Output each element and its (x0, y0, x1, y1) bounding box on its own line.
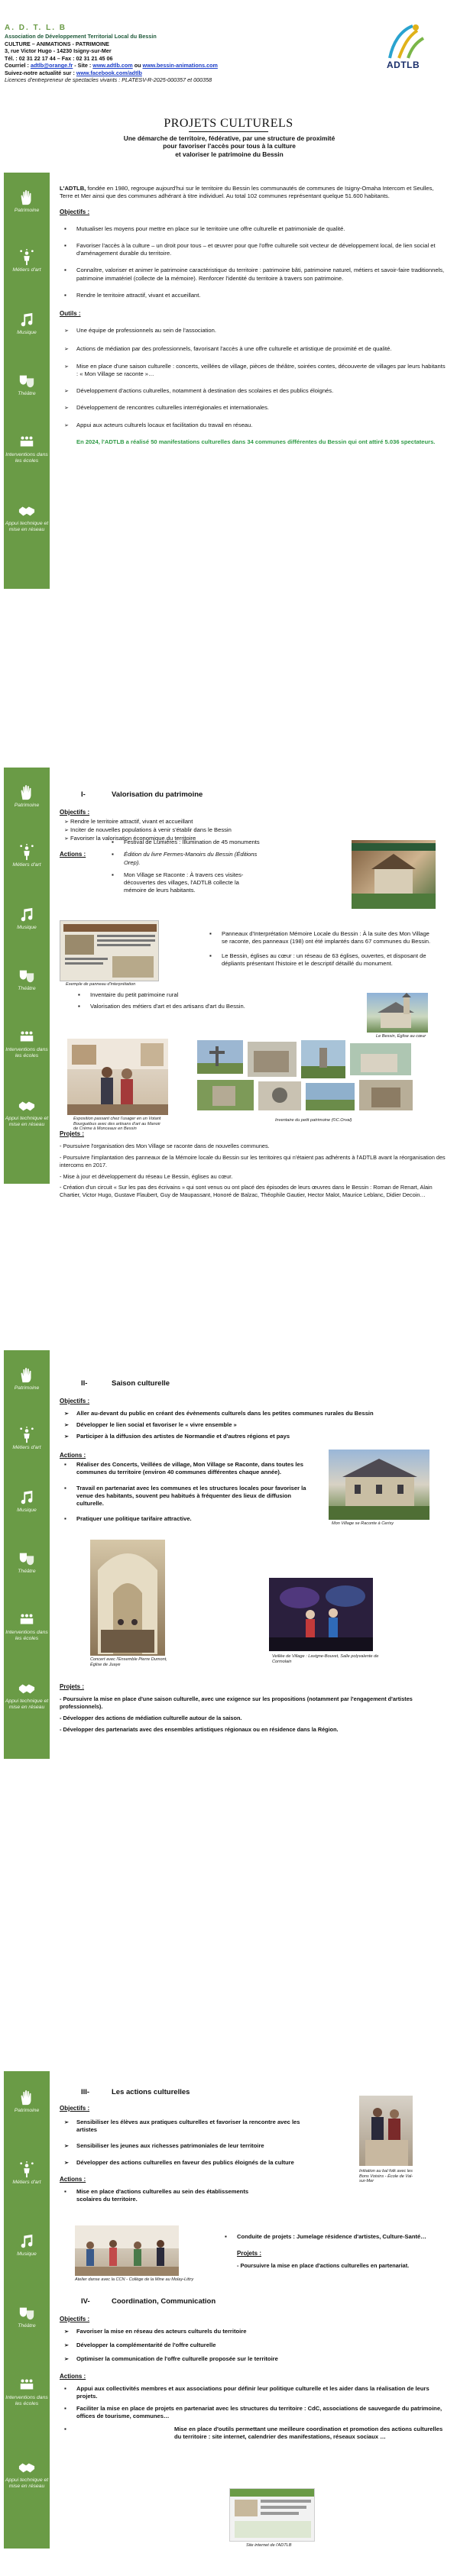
list-item: ▪ Mon Village se Raconte : À travers ces visites-découvertes des villages, l'ADTLB collecte la mémoire de leurs habitants. (107, 871, 260, 895)
sidebar-label: Théâtre (18, 986, 36, 991)
list-item: ▪ Appui aux collectivités membres et aux associations pour définir leur politique culturelle et les aider dans la réalisation de leurs projets. (60, 2385, 446, 2401)
veillee-image (269, 1578, 373, 1651)
juggler-icon (18, 1427, 35, 1443)
list-item: ▪ Festival de Lumières : Illumination de 45 monuments (107, 839, 260, 846)
objectifs-list (60, 2119, 312, 2167)
outils-label: Outils : (60, 310, 81, 317)
objectifs-label: Objectifs : (60, 1397, 90, 1404)
sidebar-label: Patrimoine (14, 208, 40, 213)
folk-dance-image (359, 2096, 413, 2166)
list-item: ▪ Favoriser l'accès à la culture – un droit pour tous – et œuvrer pour que l'offre culturelle soit vecteur de développement local, de lien social et d'aménagement durable du territoire. (60, 242, 446, 258)
list-item: ➢ Une équipe de professionnels au sein de l'association. (60, 327, 446, 335)
projet-item: - Poursuivre l'implantation des panneaux de la Mémoire locale du Bessin sur les territoires qui n'étaient pas adhérents à l'ADTLB avant la réorganisation des intercoms en 2017. (60, 1153, 446, 1168)
juggler-icon (18, 249, 35, 266)
sidebar-item-patrimoine (4, 1367, 50, 1391)
section-title-text: Les actions culturelles (112, 2088, 190, 2096)
projets-patrimoine (60, 1130, 446, 1203)
sidebar-item-appui (4, 2459, 50, 2490)
actions-list-bottom (73, 991, 303, 1017)
sidebar-block (4, 2071, 50, 2549)
intro-bold: L'ADTLB, (60, 185, 86, 192)
list-item: ➢ Inciter de nouvelles populations à venir s'établir dans le Bessin (60, 826, 446, 834)
org-name: A. D. T. L. B (5, 24, 66, 32)
sidebar-label: Métiers d'art (12, 862, 41, 868)
sidebar-item-musique (4, 312, 50, 336)
folk-caption: Initiation au bal folk avec les Bons Voisins - École de Val-sur-Mer (359, 2169, 413, 2184)
sidebar-label: Patrimoine (14, 1385, 40, 1391)
sidebar-item-musique (4, 2233, 50, 2258)
section-title (60, 2297, 446, 2306)
intro-text: fondée en 1980, regroupe aujourd'hui sur le territoire du Bessin les communautés de communes de Isigny-Omaha Intercom et Seulles, Terre et Mer ainsi que des communes adhérant à titre individuel. Au total 102 communes représentant quelque 51.600 habitants. (60, 185, 434, 200)
projet-item: - Création d'un circuit « Sur les pas des écrivains » qui sont venus ou ont placé des épisodes de leurs œuvres dans le Bessin : Roman de Renart, Alain Chartier, Victor Hugo, Gustave Flaubert, Guy de Maupassant, Honoré de Balzac, Théophile Gautier, Hector Malot, Maurice Leblanc, Didier Decoin… (60, 1184, 433, 1199)
letterhead-contact (5, 23, 333, 84)
adtlb-logo (382, 23, 429, 73)
sidebar-item-theatre (4, 373, 50, 397)
list-item: ➢ Actions de médiation par des professionnels, favorisant l'accès à une offre culturelle et artistique de proximité et de qualité. (60, 345, 446, 353)
section-number: I- (81, 790, 86, 799)
projet-item: - Mise à jour et développement du réseau Le Bessin, églises au cœur. (60, 1172, 233, 1180)
exhibition-caption: Exposition passant chez l'usager en un Votant Bourguébus avec des artisans d'art au Manoir de Crème à Monceaux en Bessin (73, 1117, 161, 1132)
actions-list (73, 991, 303, 1011)
actions-list (205, 930, 436, 968)
sidebar-label: Musique (17, 2251, 37, 2257)
list-item: ▪ Mise en place d'outils permettant une meilleure coordination et promotion des actions culturelles du territoire : site internet, calendrier des manifestations, réseaux sociaux … (60, 2426, 446, 2442)
website-screenshot-image (229, 2488, 315, 2542)
list-item: ➢ Participer à la diffusion des artistes de Normandie et d'autres régions et pays (60, 1433, 446, 1440)
actions-saison (60, 1461, 313, 1529)
sidebar-label: Interventions dans les écoles (5, 1630, 48, 1641)
org-full-name: Association de Développement Territorial Local du Bessin (5, 33, 157, 40)
list-item: ➢ Développer des actions culturelles en faveur des publics éloignés de la culture (60, 2159, 312, 2167)
list-item: ▪ Panneaux d'Interprétation Mémoire Locale du Bessin : À la suite des Mon Village se raconte, des panneaux (198) ont été implantés dans 67 communes du Bessin. (205, 930, 436, 946)
site-link-1[interactable]: www.adtlb.com (92, 62, 133, 69)
handprint-icon (18, 2090, 35, 2106)
people-icon (18, 2377, 35, 2393)
subtitle-line: Une démarche de territoire, fédérative, par une structure de proximité (123, 134, 335, 142)
title-underline (189, 131, 268, 132)
section-number: II- (81, 1379, 88, 1388)
list-item: ▪ Pratiquer une politique tarifaire attractive. (60, 1515, 313, 1523)
sidebar-item-ecoles (4, 434, 50, 464)
objectifs-list (60, 1410, 446, 1441)
org-tagline: CULTURE – ANIMATIONS - PATRIMOINE (5, 40, 109, 47)
sidebar-item-metiers (4, 2161, 50, 2186)
objectifs-label: Objectifs : (60, 208, 90, 215)
list-item: ➢ Sensibiliser les élèves aux pratiques culturelles et favoriser la rencontre avec les artistes (60, 2119, 312, 2135)
intro-section (60, 185, 446, 446)
people-icon (18, 1611, 35, 1628)
section-number: III- (81, 2088, 90, 2096)
section-title-text: Saison culturelle (112, 1379, 170, 1388)
sidebar-item-theatre (4, 2305, 50, 2329)
sidebar-label: Théâtre (18, 391, 36, 396)
music-notes-icon (18, 1489, 35, 1506)
projet-item: - Développer des partenariats avec des ensembles artistiques régionaux ou en résidence dans la Région. (60, 1725, 339, 1733)
church-caption: Le Bessin, Église au cœur (376, 1034, 426, 1039)
handshake-icon (18, 1680, 35, 1697)
list-item: ➢ Optimiser la communication de l'offre culturelle proposée sur le territoire (60, 2355, 446, 2363)
licence-text: Licences d'entrepreneur de spectacles vivants : PLATESV-R-2025-000357 et 000358 (5, 76, 212, 84)
juggler-icon (18, 844, 35, 861)
sidebar-item-ecoles (4, 2377, 50, 2407)
list-item: ➢ Sensibiliser les jeunes aux richesses patrimoniales de leur territoire (60, 2142, 312, 2150)
objectifs-label: Objectifs : (60, 808, 90, 816)
section-number: IV- (81, 2297, 90, 2306)
people-icon (18, 1029, 35, 1046)
sidebar-item-ecoles (4, 1029, 50, 1059)
actions-list (60, 1461, 313, 1524)
list-item: ▪ Inventaire du petit patrimoine rural (73, 991, 303, 999)
sidebar-block (4, 768, 50, 1184)
sidebar-label: Métiers d'art (12, 267, 41, 273)
sidebar-label: Patrimoine (14, 803, 40, 808)
sidebar-item-musique (4, 1489, 50, 1514)
actions-culturelles-right (220, 2233, 439, 2274)
objectifs-list (60, 2328, 446, 2364)
actions-list (60, 2385, 446, 2442)
list-item: ➢ Appui aux acteurs culturels locaux et facilitation du travail en réseau. (60, 422, 446, 429)
sidebar-label: Théâtre (18, 2323, 36, 2329)
panel-image (60, 921, 159, 981)
exhibition-image (67, 1039, 168, 1115)
list-item: ▪ Travail en partenariat avec les communes et les structures locales pour favoriser la venue des habitants, souvent peu habitués à fréquenter des lieux de diffusion culturelle. (60, 1485, 313, 1508)
handprint-icon (18, 1367, 35, 1384)
org-address: 3, rue Victor Hugo - 14230 Isigny-sur-Mer (5, 47, 112, 55)
list-item: ➢ Aller au-devant du public en créant des évènements culturels dans les petites communes rurales du Bessin (60, 1410, 446, 1417)
sidebar-item-appui (4, 1097, 50, 1128)
list-item: ▪ Réaliser des Concerts, Veillées de village, Mon Village se Raconte, dans toutes les communes du territoire (environ 40 communes différentes chaque année). (60, 1461, 313, 1477)
logo-text: ADTLB (387, 60, 420, 70)
sidebar-label: Interventions dans les écoles (5, 1047, 48, 1059)
projets-label: Projets : (237, 2250, 262, 2258)
list-item: ▪ Connaître, valoriser et animer le patrimoine caractéristique du territoire : patrimoine bâti, patrimoine naturel, métiers et savoir-faire traditionnels, patrimoine immatériel (collecte de la mémoire). Renforcer l'identité du territoire à travers son patrimoine. (60, 267, 446, 283)
section-coordination (60, 2297, 446, 2446)
theatre-masks-icon (18, 1550, 35, 1567)
sidebar-item-metiers (4, 844, 50, 868)
email-link[interactable]: adtlb@orange.fr (30, 62, 73, 69)
sidebar-label: Interventions dans les écoles (5, 2395, 48, 2406)
list-item: ▪ Édition du livre Fermes-Manoirs du Bessin (Éditions Orep). (107, 851, 260, 867)
book-cover-image (352, 840, 436, 909)
sidebar-label: Métiers d'art (12, 1445, 41, 1450)
actions-label: Actions : (60, 850, 86, 858)
intro-paragraph (60, 185, 446, 201)
sidebar-label: Appui technique et mise en réseau (5, 1698, 49, 1710)
music-notes-icon (18, 907, 35, 923)
page-title: PROJETS CULTURELS (164, 117, 293, 130)
inventory-collage (197, 1040, 414, 1113)
stage-performance-image (269, 1578, 373, 1651)
subtitle-line: et valoriser le patrimoine du Bessin (175, 150, 284, 158)
page-subtitle (99, 134, 359, 158)
church-building-image (367, 993, 428, 1033)
section-actions-culturelles (60, 2088, 312, 2209)
atelier-caption: Atelier danse avec la CCN - Collège de la Mine au Molay-Littry (75, 2277, 194, 2282)
objectifs-label: Objectifs : (60, 2315, 90, 2322)
actions-label: Actions : (60, 2372, 86, 2380)
sidebar-label: Appui technique et mise en réseau (5, 2477, 49, 2489)
logo-emblem-icon (382, 23, 429, 61)
list-item: ▪ Valorisation des métiers d'art et des artisans d'art du Bessin. (73, 1003, 303, 1010)
subtitle-line: pour favoriser l'accès pour tous à la culture (163, 142, 296, 150)
inventory-photos-image (197, 1040, 414, 1113)
section-title-text: Coordination, Communication (112, 2297, 216, 2306)
musicians-image (359, 2096, 413, 2166)
handshake-icon (18, 2459, 35, 2476)
people-icon (18, 434, 35, 451)
list-item: ▪ Conduite de projets : Jumelage résidence d'artistes, Culture-Santé… (220, 2233, 439, 2241)
interpretation-panel-image (60, 920, 159, 981)
concert-caption: Concert avec l'Ensemble Pierre Dumont, Église de Juaye (90, 1657, 167, 1667)
list-item: ➢ Mise en place d'une saison culturelle : concerts, veillées de village, pièces de théâtre, soirées contes, découverte de villages par leurs habitants : « Mon Village se raconte »… (60, 363, 446, 379)
theatre-masks-icon (18, 2305, 35, 2322)
projets-label: Projets : (60, 1683, 85, 1690)
projet-item: - Poursuivre l'organisation des Mon Village se raconte dans de nouvelles communes. (60, 1143, 270, 1149)
site-link-2[interactable]: www.bessin-animations.com (142, 62, 218, 69)
list-item: ➢ Favoriser la mise en réseau des acteurs culturels du territoire (60, 2328, 446, 2335)
list-item: ➢ Développement d'actions culturelles, notamment à destination des scolaires et des publics éloignés. (60, 387, 446, 395)
sidebar-item-appui (4, 1680, 50, 1711)
list-item: ➢ Développer la complémentarité de l'offre culturelle (60, 2342, 446, 2349)
section-title (60, 2088, 312, 2097)
section-title (60, 790, 446, 800)
projet-item: - Poursuivre la mise en place d'actions culturelles en partenariat. (237, 2262, 410, 2270)
sidebar-item-ecoles (4, 1611, 50, 1642)
panel-caption: Exemple de panneau d'interprétation (66, 982, 136, 987)
sidebar-label: Appui technique et mise en réseau (5, 1116, 49, 1127)
list-item: ➢ Rendre le territoire attractif, vivant et accueillant (60, 818, 446, 826)
letterhead (0, 23, 457, 92)
highlight-stat: En 2024, l'ADTLB a réalisé 50 manifestations culturelles dans 34 communes différentes du Bessin qui ont attiré 5.036 spectateurs. (76, 438, 436, 445)
sidebar-item-theatre (4, 1550, 50, 1575)
theatre-masks-icon (18, 968, 35, 984)
sidebar-label: Musique (17, 1508, 37, 1513)
site-sep: ou (132, 62, 143, 69)
objectifs-label: Objectifs : (60, 2104, 90, 2112)
handprint-icon (18, 189, 35, 206)
follow-label: Suivez-notre actualité sur : (5, 69, 76, 76)
projet-item: - Développer des actions de médiation culturelle autour de la saison. (60, 1714, 242, 1721)
sidebar-item-appui (4, 503, 50, 533)
projets-label: Projets : (60, 1130, 85, 1137)
actions-list-right (205, 930, 436, 973)
projets-saison (60, 1683, 446, 1737)
sidebar-label: Appui technique et mise en réseau (5, 521, 49, 532)
inventory-caption: Inventaire du petit patrimoine (©C.Orval) (275, 1118, 352, 1123)
music-notes-icon (18, 312, 35, 328)
facebook-line (5, 69, 333, 77)
manor-image (352, 840, 436, 909)
objectifs-list (60, 225, 446, 300)
handshake-icon (18, 1097, 35, 1114)
list-item: ▪ Le Bessin, églises au cœur : un réseau de 63 églises, ouvertes, et disposant de dépliants présentant l'histoire et le descriptif détaillé du monument. (205, 952, 436, 968)
music-notes-icon (18, 2233, 35, 2250)
village-caption: Mon Village se Raconte à Cerisy (332, 1521, 394, 1526)
handprint-icon (18, 784, 35, 801)
actions-list (60, 2188, 251, 2204)
juggler-icon (18, 2161, 35, 2178)
dance-workshop-image (75, 2225, 179, 2276)
website-preview-image (230, 2489, 315, 2542)
sidebar-item-patrimoine (4, 189, 50, 214)
church-image (367, 993, 428, 1033)
sidebar-label: Théâtre (18, 1569, 36, 1574)
atelier-danse-image (75, 2225, 179, 2276)
actions-list (107, 839, 260, 895)
sidebar-block (4, 1350, 50, 1759)
actions-label: Actions : (60, 2175, 86, 2183)
sidebar-item-patrimoine (4, 2090, 50, 2114)
list-item: ▪ Rendre le territoire attractif, vivant et accueillant. (60, 292, 446, 299)
list-item: ▪ Mise en place d'actions culturelles au sein des établissements scolaires du territoire. (60, 2188, 251, 2204)
theatre-masks-icon (18, 373, 35, 389)
list-item: ▪ Mutualiser les moyens pour mettre en place sur le territoire une offre culturelle et patrimoniale de qualité. (60, 225, 446, 233)
website-caption: Site internet de l'ADTLB (246, 2543, 292, 2548)
actions-label: Actions : (60, 1451, 86, 1459)
outils-list (60, 327, 446, 429)
sidebar-item-musique (4, 907, 50, 931)
veillee-caption: Veillée de Village : Lavigne-Bouvet, Salle polyvalente de Cormolain (272, 1654, 379, 1664)
church-interior-image (90, 1540, 165, 1656)
section-title-text: Valorisation du patrimoine (112, 790, 203, 799)
chateau-building-image (329, 1450, 429, 1520)
sidebar-label: Musique (17, 925, 37, 930)
list-item: ➢ Développement de rencontres culturelles interrégionales et internationales. (60, 404, 446, 412)
sidebar-label: Musique (17, 330, 37, 335)
sidebar-item-patrimoine (4, 784, 50, 809)
sidebar-label: Interventions dans les écoles (5, 452, 48, 464)
actions-list-top (107, 839, 260, 900)
projet-item: - Poursuivre la mise en place d'une saison culturelle, avec une exigence sur les propositions (notamment par l'engagement d'artistes professionnels). (60, 1695, 413, 1710)
site-label: - Site : (73, 62, 93, 69)
section-title (60, 1379, 446, 1388)
org-phone: Tél. : 02 31 22 17 44 – Fax : 02 31 21 45 06 (5, 54, 113, 62)
sidebar-label: Métiers d'art (12, 2180, 41, 2185)
handshake-icon (18, 503, 35, 519)
list-item: ➢ Favoriser la valorisation économique du territoire (60, 835, 446, 842)
list-item: ➢ Développer le lien social et favoriser le « vivre ensemble » (60, 1421, 446, 1429)
chateau-image (329, 1450, 429, 1520)
org-web-line (5, 62, 333, 69)
exhibition-people-image (67, 1039, 168, 1115)
sidebar-item-theatre (4, 968, 50, 992)
sidebar-block (4, 173, 50, 589)
list-item: ▪ Faciliter la mise en place de projets en partenariat avec les structures du territoire : CdC, associations de sauvegarde du patrimoine, offices de tourisme, communes… (60, 2405, 446, 2421)
sidebar-item-metiers (4, 1427, 50, 1451)
sidebar-label: Patrimoine (14, 2108, 40, 2113)
sidebar-item-metiers (4, 249, 50, 273)
church-concert-image (90, 1540, 165, 1656)
facebook-link[interactable]: www.facebook.com/adtlb (76, 69, 142, 76)
email-label: Courriel : (5, 62, 31, 69)
actions-list (220, 2233, 439, 2241)
